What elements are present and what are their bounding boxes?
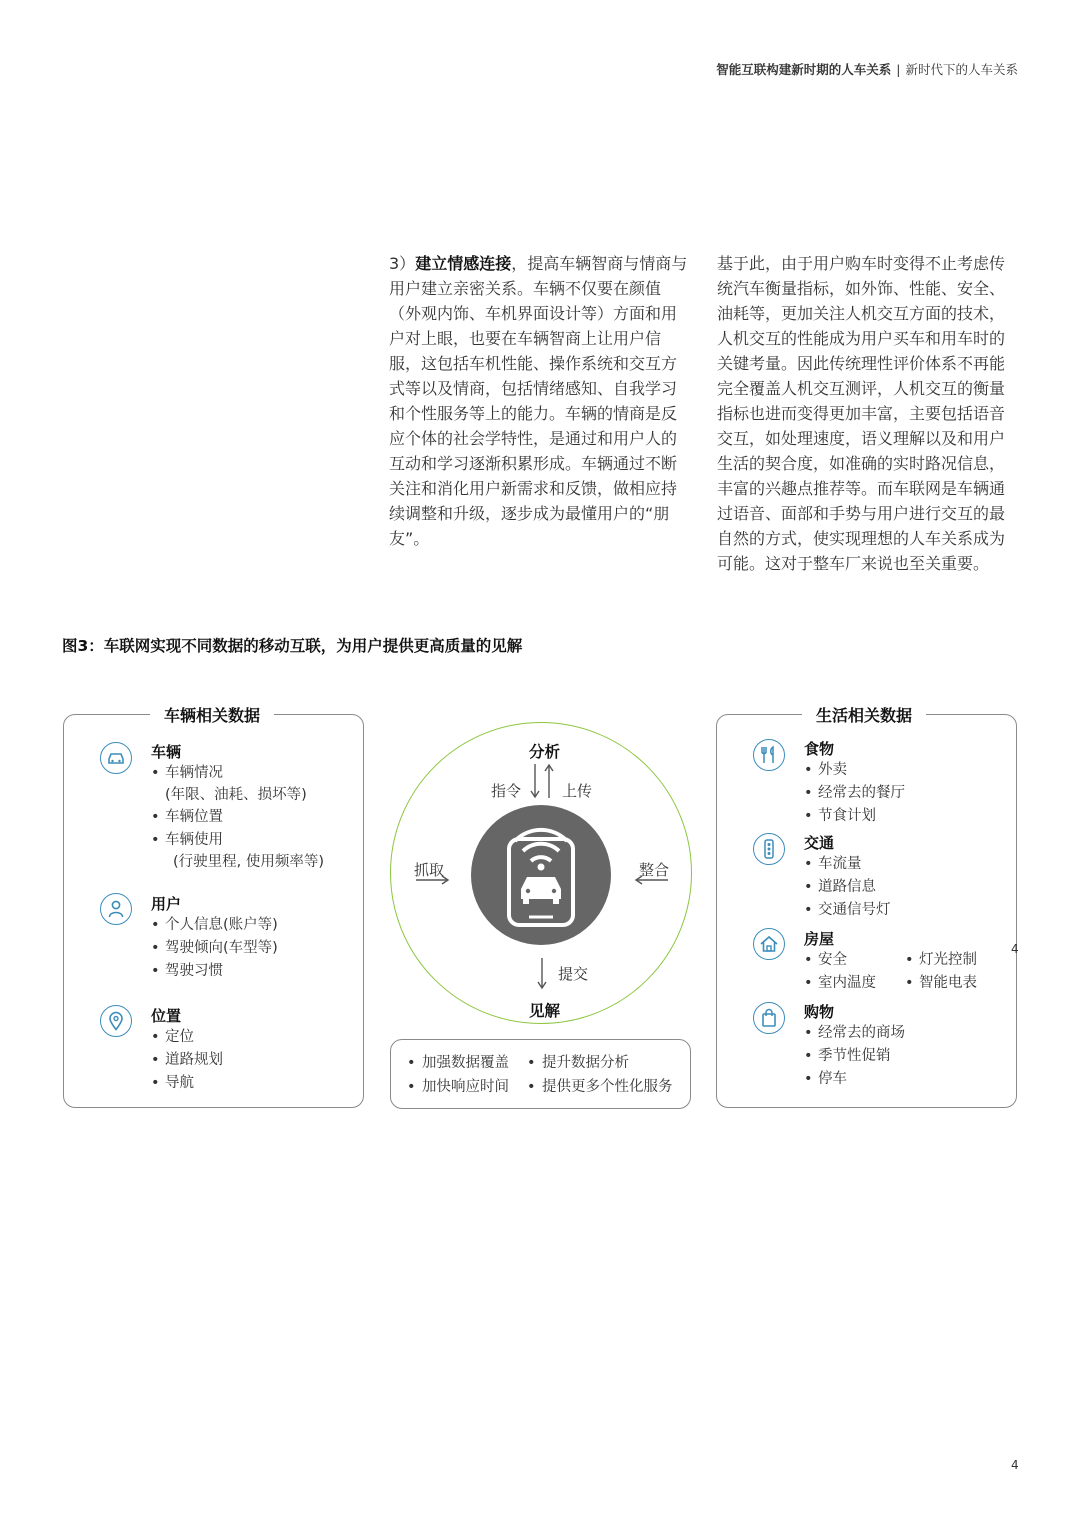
list-item: • 定位	[151, 1029, 194, 1045]
house-group-col2	[905, 949, 977, 995]
list-item: • 季节性促销	[804, 1048, 891, 1064]
fetch-label: 抓取	[414, 861, 445, 879]
figure-title: 图3：车联网实现不同数据的移动互联，为用户提供更高质量的见解	[62, 637, 523, 655]
list-item-detail: (年限、油耗、损坏等)	[165, 787, 307, 803]
left-paragraph-bold: 建立情感连接	[415, 254, 512, 273]
header-section: 新时代下的人车关系	[905, 62, 1018, 77]
shopping-bag-icon	[753, 1002, 785, 1034]
right-arrow-icon	[414, 875, 450, 885]
down-arrow-icon	[535, 956, 549, 990]
list-item: • 驾驶习惯	[151, 963, 223, 979]
car-icon	[100, 742, 132, 774]
shopping-group-title: 购物	[804, 1003, 835, 1021]
header-title: 智能互联构建新时期的人车关系	[716, 62, 892, 77]
header-separator: |	[896, 62, 901, 77]
phone-car-wifi-icon	[471, 805, 611, 945]
house-icon	[753, 928, 785, 960]
traffic-group-title: 交通	[804, 834, 835, 852]
house-group-title: 房屋	[804, 930, 835, 948]
location-group	[151, 1006, 223, 1095]
list-item: • 安全	[804, 952, 847, 968]
location-pin-icon	[100, 1005, 132, 1037]
insight-item: • 提升数据分析	[527, 1055, 629, 1071]
submit-label: 提交	[558, 965, 589, 983]
list-item: • 经常去的商场	[804, 1025, 905, 1041]
life-panel-title: 生活相关数据	[802, 703, 926, 726]
list-item: • 车辆情况	[151, 765, 223, 781]
list-item: • 室内温度	[804, 975, 876, 991]
fork-knife-icon	[753, 739, 785, 771]
list-item: • 道路信息	[804, 879, 876, 895]
list-item-detail: (行驶里程, 使用频率等)	[173, 854, 325, 870]
stray-number: 4	[1011, 942, 1019, 956]
list-item: • 个人信息(账户等)	[151, 917, 278, 933]
insight-label: 见解	[529, 1002, 561, 1020]
list-item: • 经常去的餐厅	[804, 785, 905, 801]
list-item: • 车辆位置	[151, 809, 223, 825]
right-paragraph: 基于此，由于用户购车时变得不止考虑传统汽车衡量指标，如外饰、性能、安全、油耗等，更加关注人机交互方面的技术，人机交互的性能成为用户买车和用车时的关键考量。因此传统理性评价体系不再能完全覆盖人机交互测评，人机交互的衡量指标也进而变得更加丰富，主要包括语音交互，如处理速度，语义理解以及和用户生活的契合度，如准确的实时路况信息，丰富的兴趣点推荐等。而车联网是车辆通过语音、面部和手势与用户进行交互的最自然的方式，使实现理想的人车关系成为可能。这对于整车厂来说也至关重要。	[717, 254, 1006, 573]
food-group	[804, 739, 905, 828]
page-number: 4	[1011, 1458, 1019, 1472]
food-group-title: 食物	[804, 740, 835, 758]
list-item: • 外卖	[804, 762, 847, 778]
user-icon	[100, 893, 132, 925]
command-label: 指令	[491, 782, 522, 800]
analysis-label: 分析	[529, 743, 561, 761]
up-down-arrows-icon	[527, 762, 557, 800]
insight-item: • 加强数据覆盖	[407, 1055, 509, 1071]
vehicle-group	[151, 742, 324, 873]
right-text-column	[717, 251, 1017, 576]
left-text-column	[389, 251, 689, 551]
list-item: • 道路规划	[151, 1052, 223, 1068]
insight-item: • 加快响应时间	[407, 1079, 509, 1095]
left-paragraph-prefix: 3）	[389, 254, 416, 273]
location-group-title: 位置	[151, 1007, 182, 1025]
vehicle-group-title: 车辆	[151, 743, 182, 761]
list-item: • 交通信号灯	[804, 902, 891, 918]
left-arrow-icon	[634, 875, 670, 885]
upload-label: 上传	[562, 782, 593, 800]
list-item: • 智能电表	[905, 975, 977, 991]
list-item: • 灯光控制	[905, 952, 977, 968]
integrate-label: 整合	[639, 861, 670, 879]
vehicle-panel-title: 车辆相关数据	[150, 703, 274, 726]
left-paragraph-body: ，提高车辆智商与情商与用户建立亲密关系。车辆不仅要在颜值（外观内饰、车机界面设计等）方面和用户对上眼，也要在车辆智商上让用户信服，这包括车机性能、操作系统和交互方式等以及情商，包括情绪感知、自我学习和个性服务等上的能力。车辆的情商是反应个体的社会学特性，是通过和用户人的互动和学习逐渐积累形成。车辆通过不断关注和消化用户新需求和反馈，做相应持续调整和升级，逐步成为最懂用户的“朋友”。	[389, 254, 688, 548]
list-item: • 车辆使用	[151, 832, 223, 848]
traffic-light-icon	[753, 833, 785, 865]
insight-item: • 提供更多个性化服务	[527, 1079, 673, 1095]
list-item: • 车流量	[804, 856, 862, 872]
connected-car-core	[471, 805, 611, 945]
user-group	[151, 894, 278, 983]
list-item: • 驾驶倾向(车型等)	[151, 940, 278, 956]
running-header	[716, 60, 1018, 78]
traffic-group	[804, 833, 891, 922]
list-item: • 导航	[151, 1075, 194, 1091]
list-item: • 停车	[804, 1071, 847, 1087]
list-item: • 节食计划	[804, 808, 876, 824]
shopping-group	[804, 1002, 905, 1091]
house-group	[804, 929, 876, 995]
user-group-title: 用户	[151, 895, 182, 913]
